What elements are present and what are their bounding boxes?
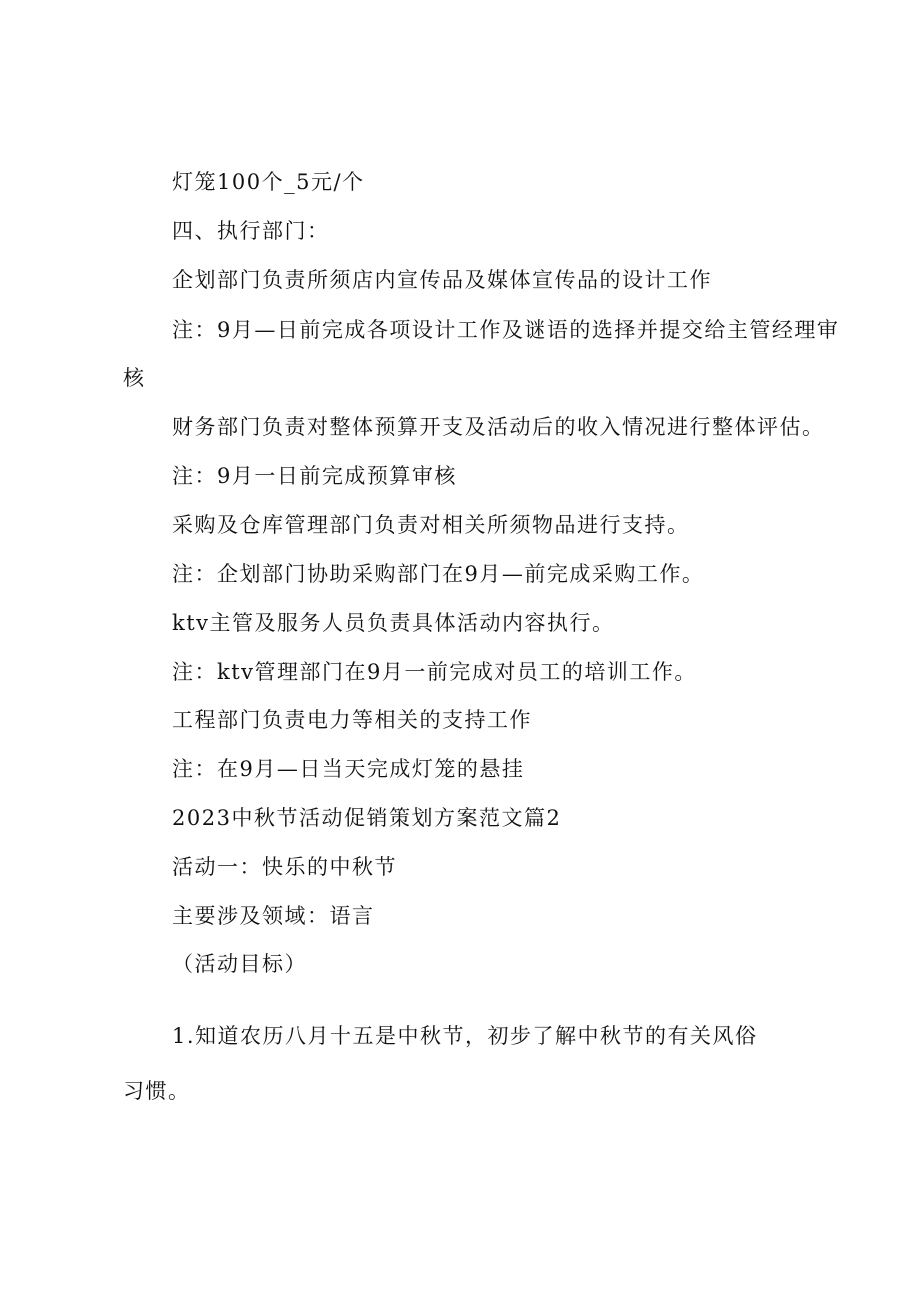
paragraph-ktv-staff: ktv主管及服务人员负责具体活动内容执行。 [172,611,615,635]
paragraph-planning-note: 注：9月—日前完成各项设计工作及谜语的选择并提交给主管经理审 [172,318,840,342]
paragraph-purchasing-note: 注：企划部门协助采购部门在9月—前完成采购工作。 [172,562,705,586]
paragraph-lantern-price: 灯笼100个_5元/个 [172,170,365,194]
activity-goals-heading: （活动目标） [172,952,307,976]
paragraph-purchasing-dept: 采购及仓库管理部门负责对相关所须物品进行支持。 [172,513,690,537]
section-heading-execution-departments: 四、执行部门： [172,219,330,243]
paragraph-planning-note-continued: 核 [123,366,146,390]
paragraph-goal-1-continued: 习惯。 [123,1079,191,1103]
paragraph-finance-note: 注：9月一日前完成预算审核 [172,464,457,488]
paragraph-planning-dept: 企划部门负责所须店内宣传品及媒体宣传品的设计工作 [172,268,712,292]
activity-heading: 活动一：快乐的中秋节 [172,855,397,879]
paragraph-finance-dept: 财务部门负责对整体预算开支及活动后的收入情况进行整体评估。 [172,415,825,439]
paragraph-main-domain: 主要涉及领域：语言 [172,904,375,928]
paragraph-engineering-dept: 工程部门负责电力等相关的支持工作 [172,708,532,732]
paragraph-goal-1: 1.知道农历八月十五是中秋节，初步了解中秋节的有关风俗 [172,1024,758,1048]
paragraph-ktv-note: 注：ktv管理部门在9月一前完成对员工的培训工作。 [172,660,697,684]
paragraph-engineering-note: 注：在9月—日当天完成灯笼的悬挂 [172,757,525,781]
article-title: 2023中秋节活动促销策划方案范文篇2 [172,806,562,830]
